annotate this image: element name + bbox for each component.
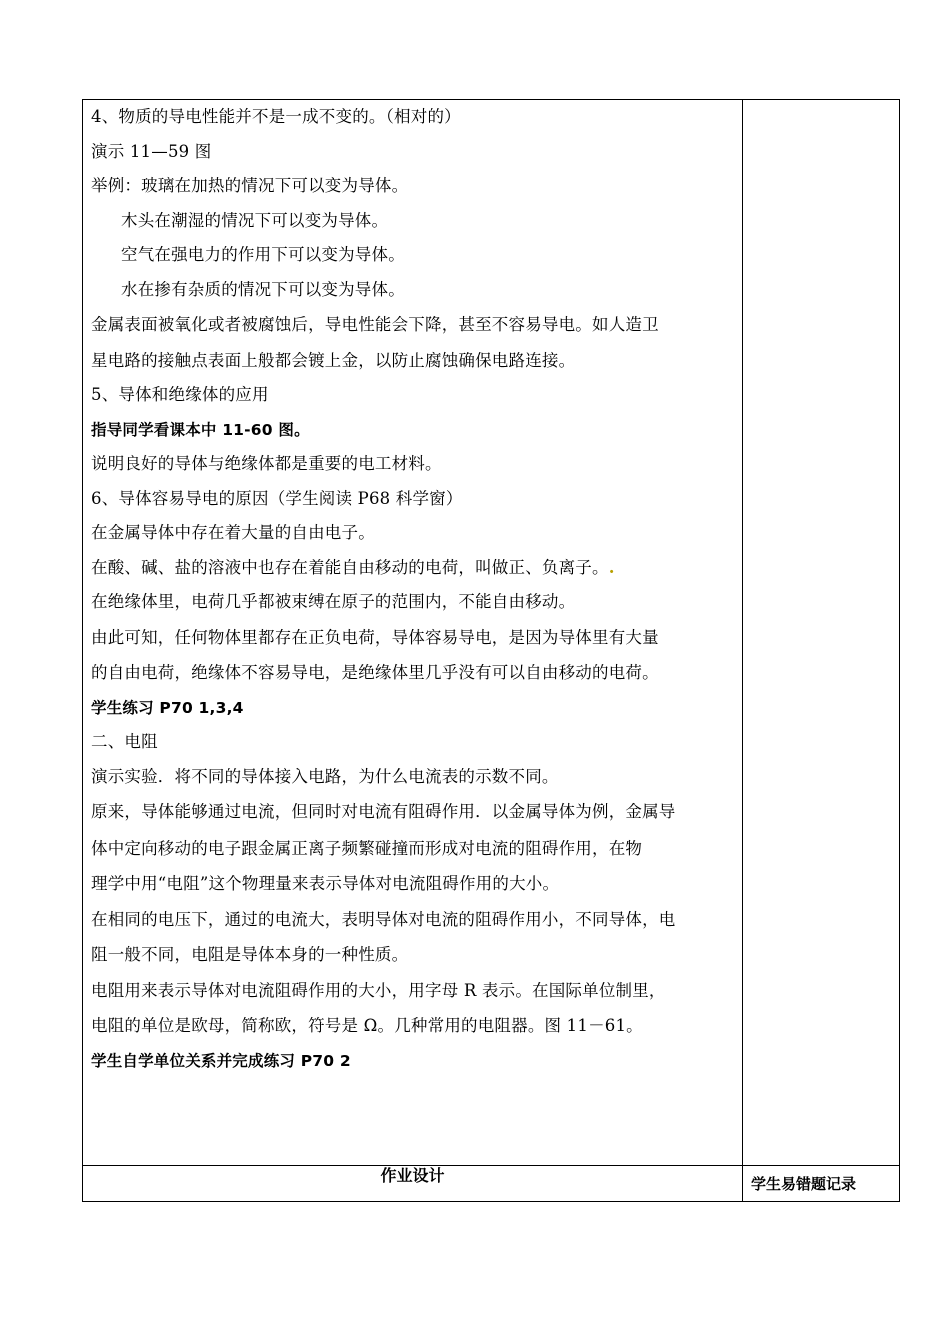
- text-line: 举例：玻璃在加热的情况下可以变为导体。: [91, 176, 409, 195]
- text-line: 6、导体容易导电的原因（学生阅读 P68 科学窗）: [91, 488, 463, 508]
- error-record-header: 学生易错题记录: [751, 1175, 857, 1193]
- text-line-bold: 指导同学看课本中 11-60 图。: [91, 420, 310, 439]
- text-line: 在相同的电压下，通过的电流大，表明导体对电流的阻碍作用小，不同导体，电: [91, 909, 676, 929]
- text-line: 电阻用来表示导体对电流阻碍作用的大小，用字母 R 表示。在国际单位制里，: [91, 980, 666, 1000]
- text-line: 电阻的单位是欧母，简称欧，符号是 Ω。几种常用的电阻器。图 11－61。: [91, 1016, 643, 1035]
- text-line: 说明良好的导体与绝缘体都是重要的电工材料。: [91, 454, 442, 473]
- column-divider: [742, 100, 743, 1201]
- text-line: 木头在潮湿的情况下可以变为导体。: [121, 210, 389, 230]
- lesson-table: [82, 99, 900, 1202]
- text-line-bold: 学生练习 P70 1,3,4: [91, 698, 244, 717]
- text-line-bold: 学生自学单位关系并完成练习 P70 2: [91, 1051, 351, 1070]
- text-line: 演示实验．将不同的导体接入电路，为什么电流表的示数不同。: [91, 766, 559, 786]
- lesson-content: [91, 100, 739, 1078]
- text-line: 在绝缘体里，电荷几乎都被束缚在原子的范围内，不能自由移动。: [91, 592, 576, 611]
- text-line: 原来，导体能够通过电流，但同时对电流有阻碍作用．以金属导体为例，金属导: [91, 802, 676, 821]
- text-line: 由此可知，任何物体里都存在正负电荷，导体容易导电，是因为导体里有大量: [91, 627, 659, 647]
- text-line: 在金属导体中存在着大量的自由电子。: [91, 523, 375, 542]
- text-line: 二、电阻: [91, 732, 158, 751]
- homework-design-header: 作业设计: [380, 1166, 445, 1185]
- text-line: 空气在强电力的作用下可以变为导体。: [121, 245, 405, 264]
- text-line: 金属表面被氧化或者被腐蚀后，导电性能会下降，甚至不容易导电。如人造卫: [91, 315, 659, 334]
- text-line: 演示 11—59 图: [91, 141, 212, 161]
- text-line: 阻一般不同，电阻是导体本身的一种性质。: [91, 945, 409, 964]
- text-line: 体中定向移动的电子跟金属正离子频繁碰撞而形成对电流的阻碍作用，在物: [91, 838, 643, 858]
- text-line: 的自由电荷，绝缘体不容易导电，是绝缘体里几乎没有可以自由移动的电荷。: [91, 663, 659, 682]
- text-line: 水在掺有杂质的情况下可以变为导体。: [121, 279, 405, 299]
- text-line: 5、导体和绝缘体的应用: [91, 385, 269, 404]
- text-span: 在酸、碱、盐的溶液中也存在着能自由移动的电荷，叫做正、负离子。: [91, 557, 609, 577]
- text-line: [91, 551, 739, 586]
- text-line: 星电路的接触点表面上般都会镀上金，以防止腐蚀确保电路连接。: [91, 350, 576, 370]
- stray-dot: .: [608, 557, 615, 577]
- text-line: 理学中用“电阻”这个物理量来表示导体对电流阻碍作用的大小。: [91, 874, 560, 893]
- text-line: 4、物质的导电性能并不是一成不变的。（相对的）: [91, 107, 461, 126]
